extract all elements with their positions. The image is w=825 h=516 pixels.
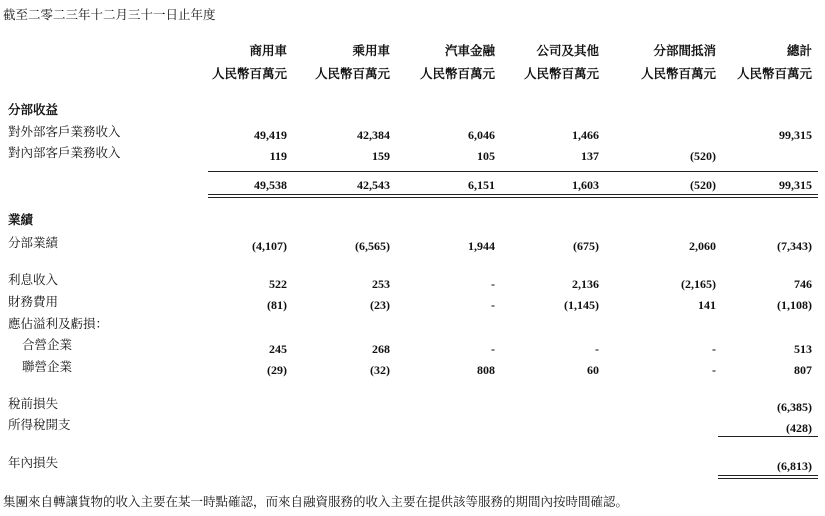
total-double-rule [718,475,818,479]
cell-value: - [712,363,716,377]
col-header-passenger-vehicles: 乘用車 [352,43,390,58]
cell-value: 119 [269,149,287,163]
cell-value: (32) [370,363,390,377]
cell-value: 1,944 [468,239,495,253]
row-label: 合營企業 [22,337,73,352]
cell-value: (1,108) [777,298,812,312]
cell-value: (81) [267,298,287,312]
col-unit-commercial-vehicles: 人民幣百萬元 [211,66,287,81]
cell-value: (29) [267,363,287,377]
cell-value: (520) [690,178,716,192]
cell-value: (1,145) [564,298,599,312]
total-rule-top [718,436,818,437]
cell-value: 808 [477,363,495,377]
col-header-commercial-vehicles: 商用車 [249,43,287,58]
cell-value: 99,315 [779,178,812,192]
col-unit-auto-finance: 人民幣百萬元 [419,66,495,81]
cell-value: (4,107) [252,239,287,253]
cell-value: - [491,298,495,312]
row-label-share-of-profits: 應佔溢利及虧損： [8,316,109,331]
cell-value: (675) [573,239,599,253]
col-unit-total: 人民幣百萬元 [736,66,812,81]
cell-value: 99,315 [779,128,812,142]
section-results: 業績 [8,212,34,227]
col-unit-corporate-others: 人民幣百萬元 [523,66,599,81]
cell-value: 268 [372,342,390,356]
row-label: 對內部客戶業務收入 [8,145,121,160]
col-header-eliminations: 分部間抵消 [653,43,716,58]
cell-value: 1,603 [572,178,599,192]
cell-value: - [595,342,599,356]
cell-value: 60 [587,363,599,377]
cell-value: 513 [794,342,812,356]
cell-value: 159 [372,149,390,163]
footnote: 集團來自轉讓貨物的收入主要在某一時點確認，而來自融資服務的收入主要在提供該等服務的期間內按時間確認。 [3,494,629,509]
row-label: 聯營企業 [22,359,73,374]
row-label: 對外部客戶業務收入 [8,124,121,139]
cell-value: 105 [477,149,495,163]
row-label: 所得稅開支 [8,417,71,432]
period-title: 截至二零二三年十二月三十一日止年度 [3,7,216,22]
cell-value: 141 [698,298,716,312]
cell-value: - [712,342,716,356]
row-label: 財務費用 [8,294,59,309]
col-header-corporate-others: 公司及其他 [536,43,599,58]
col-unit-eliminations: 人民幣百萬元 [640,66,716,81]
subtotal-rule-top [208,171,818,172]
section-segment-revenue: 分部收益 [8,102,59,117]
row-label: 年內損失 [8,455,59,470]
cell-value: 42,543 [357,178,390,192]
cell-value: 2,060 [689,239,716,253]
cell-value: 42,384 [357,128,390,142]
cell-value: (2,165) [681,277,716,291]
col-unit-passenger-vehicles: 人民幣百萬元 [314,66,390,81]
row-label: 利息收入 [8,272,59,287]
cell-value: 245 [269,342,287,356]
cell-value: 1,466 [572,128,599,142]
subtotal-double-rule [208,194,818,198]
cell-value: - [491,342,495,356]
cell-value: 807 [794,363,812,377]
col-header-auto-finance: 汽車金融 [444,43,495,58]
col-header-total: 總計 [786,43,812,58]
cell-value: (23) [370,298,390,312]
cell-value: 253 [372,277,390,291]
cell-value: (428) [786,421,812,435]
cell-value: 2,136 [572,277,599,291]
cell-value: (6,565) [355,239,390,253]
cell-value: 49,419 [254,128,287,142]
cell-value: (7,343) [777,239,812,253]
row-label: 分部業績 [8,235,59,250]
cell-value: (6,813) [777,459,812,473]
cell-value: 137 [581,149,599,163]
cell-value: 6,046 [468,128,495,142]
cell-value: - [491,277,495,291]
cell-value: (6,385) [777,400,812,414]
row-label: 稅前損失 [8,396,59,411]
cell-value: 522 [269,277,287,291]
cell-value: (520) [690,149,716,163]
cell-value: 746 [794,277,812,291]
cell-value: 49,538 [254,178,287,192]
cell-value: 6,151 [468,178,495,192]
